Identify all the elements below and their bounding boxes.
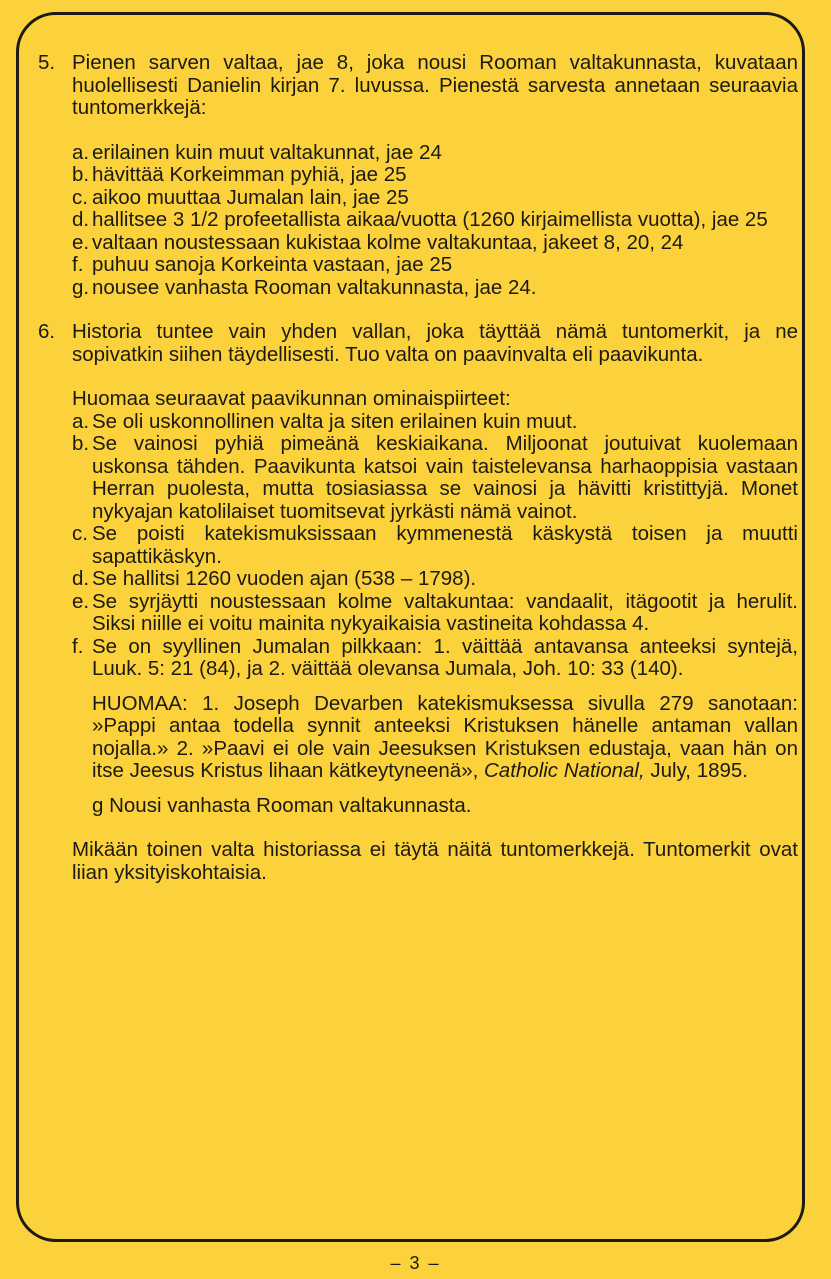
list-item: c. aikoo muuttaa Jumalan lain, jae 25 (72, 185, 409, 209)
list-item: b. hävittää Korkeimman pyhiä, jae 25 (72, 163, 407, 186)
list-item: d. hallitsee 3 1/2 profeetallista aikaa/vuotta (1260 kirjaimellista vuotta), jae 25 (72, 208, 768, 231)
huomaa-note: HUOMAA: 1. Joseph Devarben katekismuksessa sivulla 279 sanotaan: »Pappi antaa todella synnit anteeksi Kristuksen hänelle antaman vallan nojalla.» 2. »Paavi ei ole vain Jeesuksen Kristuksen edustaja, vaan hän on itse Jeesus Kristus lihaan kätkeytyneenä», Catholic National, July, 1895. (92, 691, 798, 782)
list-item: b. Se vainosi pyhiä pimeänä keskiaikana. Miljoonat joutuivat kuolemaan uskonsa tähden. Paavikunta katsoi vain taistelevansa harhaoppisia vastaan Herran puolesta, mutta tosiasiassa se vainosi ja hävitti kristittyjä. Monet nykyajan katolilaiset tuomitsevat jyrkästi nämä vainot. (72, 432, 798, 523)
list-item: c. Se poisti katekismuksissaan kymmenestä käskystä toisen ja muutti sapattikäskyn. (72, 522, 798, 568)
page-number: – 3 – (390, 1253, 441, 1273)
list-item: f. puhuu sanoja Korkeinta vastaan, jae 25 (72, 253, 453, 276)
section-5-list (72, 142, 798, 300)
section-6-number: 6. (38, 320, 56, 343)
document-content (38, 52, 798, 884)
section-6-g-item: g Nousi vanhasta Rooman valtakunnasta. (92, 793, 472, 817)
list-item: e. valtaan noustessaan kukistaa kolme valtakuntaa, jakeet 8, 20, 24 (72, 230, 684, 254)
section-6 (38, 321, 798, 884)
list-item: a. erilainen kuin muut valtakunnat, jae 24 (72, 140, 442, 164)
list-item: f. Se on syyllinen Jumalan pilkkaan: 1. väittää antavansa anteeksi syntejä, Luuk. 5: 21 (84), ja 2. väittää olevansa Jumala, Joh. 10: 33 (140). (72, 634, 798, 680)
source-title: Catholic National, (484, 759, 645, 782)
section-6-list (72, 411, 798, 681)
closing-paragraph: Mikään toinen valta historiassa ei täytä näitä tuntomerkkejä. Tuntomerkit ovat liian yksityiskohtaisia. (72, 838, 798, 884)
list-item: e. Se syrjäytti noustessaan kolme valtakuntaa: vandaalit, itägootit ja herulit. Siksi niille ei voitu mainita nykyaikaisia vastineita kohdassa 4. (72, 589, 798, 635)
section-6-intro: Historia tuntee vain yhden vallan, joka täyttää nämä tuntomerkit, ja ne sopivatkin siihen täydellisesti. Tuo valta on paavinvalta eli paavikunta. (72, 320, 798, 366)
section-5 (38, 52, 798, 299)
section-6-notice: Huomaa seuraavat paavikunnan ominaispiirteet: (72, 387, 511, 410)
list-item: d. Se hallitsi 1260 vuoden ajan (538 – 1798). (72, 567, 477, 590)
list-item: g. nousee vanhasta Rooman valtakunnasta, jae 24. (72, 275, 537, 299)
section-5-number: 5. (38, 51, 56, 74)
section-5-intro: Pienen sarven valtaa, jae 8, joka nousi Rooman valtakunnasta, kuvataan huolellisesti Danielin kirjan 7. luvussa. Pienestä sarvesta annetaan seuraavia tuntomerkkejä: (72, 51, 798, 119)
list-item: a. Se oli uskonnollinen valta ja siten erilainen kuin muut. (72, 409, 578, 433)
